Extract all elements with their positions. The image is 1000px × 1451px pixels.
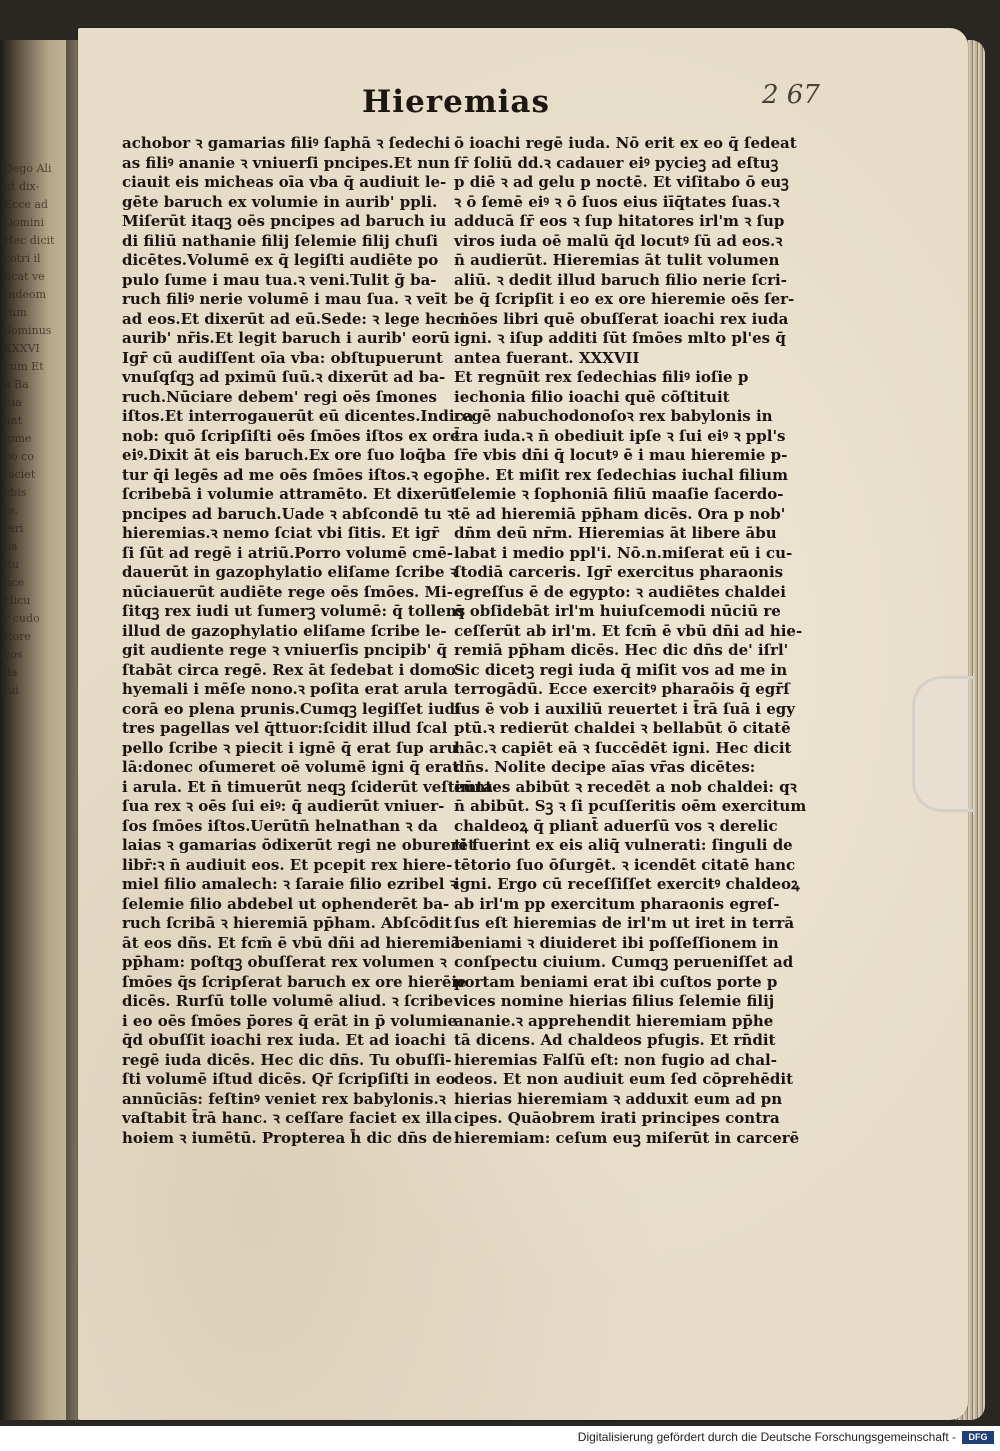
- text-line: pp̄ham: poſtqꝫ obuſſerat rex volumen ꝛ: [122, 953, 447, 971]
- text-line: hieremias Falſū eſt: non fugio ad chal-: [454, 1050, 777, 1069]
- text-line: ō ioachi regē iuda. Nō erit ex eo q̄ ſedeat: [454, 134, 797, 152]
- text-line: ſtabāt circa regē. Rex āt ſedebat i domo: [122, 660, 456, 679]
- text-column-right: [454, 134, 807, 1148]
- text-line: iſtos.Et interrogauerūt eū dicentes.Indica: [122, 407, 474, 425]
- text-line: ruch ſcribā ꝛ hieremiā pp̄ham. Abſcōdit: [122, 914, 452, 932]
- text-line: q̄d obuſſit ioachi rex iuda. Et ad ioachi: [122, 1031, 446, 1049]
- text-line: ruch.Nūciare debem' regi oēs ſmones: [122, 387, 437, 406]
- previous-page-line: cum Et: [4, 360, 44, 373]
- previous-page-line: ftore: [4, 630, 31, 643]
- text-line: i eo oēs ſmōes p̄ores q̄ erāt in p̄ volumie: [122, 1011, 458, 1030]
- text-line: Miſerūt itaqꝫ oēs pncipes ad baruch iu: [122, 212, 447, 230]
- text-column-left: [122, 134, 493, 1148]
- text-line: viros iuda oē malū q̄d locutꝰ ſū ad eos.ꝛ: [454, 231, 783, 250]
- previous-page-line: ba: [4, 540, 18, 553]
- text-line: eiꝰ.Dixit āt eis baruch.Ex ore ſuo loq̄ba: [122, 446, 447, 464]
- text-line: iechonia filio ioachi quē cōſtituit: [454, 387, 730, 406]
- text-line: dicēs. Rurſū tolle volumē aliud. ꝛ ſcribe: [122, 992, 454, 1010]
- page-clip: [912, 676, 975, 812]
- text-line: n̄ audierūt. Hieremias āt tulit volumen: [454, 251, 780, 269]
- text-line: ꝛ ō ſemē eiꝰ ꝛ ō ſuos eius iīq̄tates ſuas.ꝛ: [454, 192, 780, 211]
- text-line: lā:donec oſumeret oē volumē igni q̄ erat: [122, 758, 460, 776]
- text-line: ptū.ꝛ redierūt chaldei ꝛ bellabūt ō citatē: [454, 719, 791, 737]
- folio-note: 2 67: [762, 80, 820, 110]
- previous-page-line: feri: [4, 522, 24, 535]
- text-line: pncipes ad baruch.Uade ꝛ abſcondē tu ꝛ: [122, 504, 455, 523]
- previous-page-line: ant: [4, 414, 23, 427]
- text-line: nob: quō ſcripſiſti oēs ſmōes iſtos ex ore: [122, 426, 460, 445]
- text-line: ruch filiꝰ nerie volumē i mau ſua. ꝛ veīt: [122, 290, 448, 308]
- text-line: dn̄m deū nr̄m. Hieremias āt libere ābu: [454, 524, 777, 542]
- dfg-logo: DFG: [962, 1431, 994, 1444]
- text-line: ſcribebā i volumie attramēto. Et dixerūt: [122, 485, 457, 503]
- text-line: Sic dicetꝫ regi iuda q̄ miſit vos ad me in: [454, 660, 788, 679]
- text-line: hierias hieremiam ꝛ adduxit eum ad pn: [454, 1089, 783, 1108]
- previous-page-line: fice: [4, 576, 25, 589]
- text-line: achobor ꝛ gamarias filiꝰ ſaphā ꝛ ſedechi: [122, 134, 451, 152]
- text-line: t̄ra iuda.ꝛ n̄ obediuit ipſe ꝛ ſui eiꝰ ꝛ ppl's: [454, 426, 786, 445]
- previous-page-line: itu: [4, 558, 20, 571]
- text-line: ſua rex ꝛ oēs ſui eiꝰ: q̄ audierūt vniuer-: [122, 797, 445, 815]
- text-line: āt eos dñs. Et fcm̄ ē vbū dñi ad hieremiā: [122, 933, 461, 952]
- text-line: tres pagellas vel q̄ttuor:ſcidit illud ſcal: [122, 719, 448, 737]
- text-line: ſus eſt hieremias de irl'm ut iret in terrā: [454, 914, 795, 932]
- text-line: adducā ſr̄ eos ꝛ ſup hitatores irl'm ꝛ ſup: [454, 212, 785, 230]
- text-line: ſr̄e vbis dn̄i q̄ locutꝰ ē i mau hieremie p-: [454, 446, 788, 464]
- text-line: n̄ abibūt. Sꝫ ꝛ ſi pcuſſeritis oēm exercitum: [454, 797, 807, 815]
- previous-page-line: a Ba: [4, 378, 29, 391]
- previous-page-line: faciet: [4, 468, 36, 481]
- text-line: portam beniami erat ibi cuſtos porte p: [454, 972, 778, 991]
- text-line: ab irl'm pp exercitum pharaonis egreſ-: [454, 894, 780, 913]
- text-line: libr̄:ꝛ n̄ audiuit eos. Et pcepit rex hiere-: [122, 855, 453, 874]
- previous-page-line: ipme: [4, 432, 32, 445]
- previous-page-line: fui: [4, 684, 19, 697]
- previous-page-line: fua: [4, 396, 22, 409]
- text-line: regē iuda dicēs. Hec dic dn̄s. Tu obuſſi-: [122, 1050, 452, 1069]
- previous-page-line: Hicu: [4, 594, 31, 607]
- text-line: hieremias.ꝛ nemo ſciat vbi ſitis. Et igr̄: [122, 524, 440, 542]
- text-line: laias ꝛ gamarias ōdixerūt regi ne oburerēt: [122, 836, 476, 854]
- previous-page-line: ut dix-: [4, 180, 40, 193]
- previous-page-line: rum: [4, 306, 27, 319]
- text-line: hāc.ꝛ capiēt eā ꝛ ſuccēdēt igni. Hec dicit: [454, 738, 792, 757]
- previous-page-line: da: [4, 666, 18, 679]
- text-line: ſi ſūt ad regē i atriū.Porro volumē cmē-: [122, 543, 453, 562]
- text-line: vnuſqſqꝫ ad pximū ſuū.ꝛ dixerūt ad ba-: [122, 368, 446, 386]
- text-line: p̄he. Et miſit rex ſedechias iuchal filium: [454, 465, 788, 484]
- text-line: conſpectu ciuium. Cumqꝫ perueniſſet ad: [454, 953, 794, 971]
- text-line: regē nabuchodonoſoꝛ rex babylonis in: [454, 407, 773, 425]
- text-line: ſus ē vob i auxiliū reuertet i t̄rā ſuā i egy: [454, 699, 796, 718]
- text-line: i arula. Et n̄ timuerūt neqꝫ ſciderūt veſtim̄ta: [122, 777, 493, 796]
- previous-page-line: cbis: [4, 486, 27, 499]
- text-line: ceſſerūt ab irl'm. Et fcm̄ ē vbū dn̄i ad hie-: [454, 621, 803, 640]
- text-line: be q̄ ſcripſit i eo ex ore hieremie oēs ſer-: [454, 290, 795, 308]
- text-line: git audiente rege ꝛ vniuerſis pncipib' q̄: [122, 641, 448, 659]
- text-line: labat i medio ppl'i. Nō.n.miſerat eū i cu-: [454, 543, 793, 562]
- previous-page-line: fe.: [4, 504, 19, 517]
- text-line: beniami ꝛ diuideret ibi poſſeſſionem in: [454, 933, 779, 952]
- text-line: Et regnūit rex ſedechias filiꝰ ioſie p: [454, 368, 749, 386]
- text-line: as filiꝰ ananie ꝛ vniuerſi pncipes.Et nun: [122, 153, 450, 172]
- text-line: ſelemie ꝛ ſophoniā filiū maaſie ſacerdo-: [454, 485, 784, 503]
- text-line: remiā pp̄ham dicēs. Hec dic dn̄s de' iſrl': [454, 641, 789, 659]
- text-line: vices nomine hierias filius ſelemie filij: [454, 992, 775, 1010]
- text-line: nūciauerūt audiēte rege oēs ſmōes. Mi-: [122, 582, 454, 601]
- previous-page-line: Dego Ali: [4, 162, 52, 175]
- text-line: ſmōes q̄s ſcripſerat baruch ex ore hierēie: [122, 972, 467, 991]
- text-line: ſos ſmōes iſtos.Uerūtn̄ helnathan ꝛ da: [122, 816, 438, 835]
- text-line: di filiū nathanie filij ſelemie filij chuſi: [122, 231, 438, 250]
- text-line: euntes abibūt ꝛ recedēt a nob chaldei: qꝛ: [454, 777, 797, 796]
- text-line: dicētes.Volumē ex q̄ legiſti audiēte po: [122, 251, 439, 269]
- text-line: ciauit eis micheas oīa vba q̄ audiuit le-: [122, 173, 447, 191]
- text-line: igni. ꝛ iſup additi ſūt ſmōes mlto pl'es q̄: [454, 329, 786, 347]
- text-line: miel filio amalech: ꝛ ſaraie filio ezribel ꝛ: [122, 875, 457, 893]
- previous-page-line: bo co: [4, 450, 34, 463]
- text-line: corā eo plena prunis.Cumqꝫ legiſſet iudi: [122, 699, 461, 718]
- previous-page-line: Domini: [4, 216, 44, 229]
- previous-page-line: Indeom: [4, 288, 47, 301]
- text-line: dauerūt in gazophylatio eliſame ſcribe ꝛ: [122, 563, 457, 581]
- text-line: illud de gazophylatio eliſame ſcribe le-: [122, 621, 447, 640]
- text-line: mōes libri quē obuſſerat ioachi rex iuda: [454, 309, 789, 328]
- previous-page-line: vos: [4, 648, 23, 661]
- text-line: annūciās: feſtinꝰ veniet rex babylonis.ꝛ: [122, 1089, 446, 1108]
- text-line: pulo ſume i mau tua.ꝛ veni.Tulit ḡ ba-: [122, 270, 437, 289]
- text-line: ſr̄ ſoliū dd.ꝛ cadauer eiꝰ pycieꝫ ad eſtuꝫ: [454, 153, 779, 172]
- text-line: tā dicens. Ad chaldeos pfugis. Et rn̄dit: [454, 1031, 776, 1049]
- text-line: ſelemie filio abdebel ut ophenderēt ba-: [122, 894, 450, 913]
- previous-page-line: Ecce ad: [4, 198, 48, 211]
- previous-page-line: XXXVI: [4, 342, 40, 355]
- text-line: p diē ꝛ ad gelu p noctē. Et viſitabo ō euꝫ: [454, 173, 789, 191]
- text-line: chaldeoꝝ q̄ pliant̄ aduerſū vos ꝛ derelic: [454, 816, 778, 835]
- text-line: terrogādū. Ecce exercitꝰ pharaōis q̄ egr̄ſ: [454, 680, 790, 698]
- text-line: ſti volumē iſtud dicēs. Qr̄ ſcripſiſti in eo: [122, 1070, 456, 1088]
- previous-page-line: r cudo: [4, 612, 40, 625]
- text-line: dn̄s. Nolite decipe aīas vr̄as dicētes:: [454, 758, 756, 776]
- footer-credit: Digitalisierung gefördert durch die Deutsche Forschungsgemeinschaft -: [577, 1430, 956, 1444]
- previous-page-line: ficat ve: [4, 270, 45, 283]
- text-line: pello ſcribe ꝛ piecit i ignē q̄ erat ſup aru: [122, 738, 458, 757]
- text-line: hieremiam: ceſum euꝫ miſerūt in carcerē: [454, 1128, 800, 1147]
- text-line: tur q̄i legēs ad me oēs ſmōes iſtos.ꝛ ego: [122, 465, 454, 484]
- text-line: egreſſus ē de egypto: ꝛ audiētes chaldei: [454, 582, 786, 601]
- text-line: aurib' nr̄is.Et legit baruch i aurib' eorū: [122, 329, 450, 347]
- previous-page-line: Hec dicit: [4, 234, 55, 247]
- text-line: cipes. Quāobrem irati principes contra: [454, 1109, 780, 1127]
- previous-page-line: dominus: [4, 324, 52, 337]
- running-head: Hieremias: [362, 84, 550, 120]
- text-line: Igr̄ cū audiſſent oīa vba: obſtupuerunt: [122, 348, 443, 367]
- text-line: ſtodiā carceris. Igr̄ exercitus pharaonis: [454, 563, 784, 581]
- previous-page-line: cotri il: [4, 252, 41, 265]
- text-line: antea fuerant. XXXVII: [454, 348, 640, 367]
- text-line: ti fuerint ex eis aliq̄ vulnerati: ſinguli de: [454, 836, 793, 854]
- text-line: gēte baruch ex volumie in aurib' ppli.: [122, 192, 438, 211]
- footer-bar: [0, 1426, 1000, 1451]
- text-line: hoiem ꝛ iumētū. Propterea h̄ dic dn̄s de: [122, 1128, 453, 1147]
- text-line: deos. Et non audiuit eum ſed cōprehēdit: [454, 1070, 794, 1088]
- text-line: tē ad hieremiā pp̄ham dicēs. Ora p nob': [454, 504, 786, 523]
- text-line: q̄ obſidebāt irl'm huiuſcemodi nūciū re: [454, 602, 781, 620]
- text-line: igni. Ergo cū receſſiſſet exercitꝰ chaldeoꝝ: [454, 875, 800, 893]
- text-line: ad eos.Et dixerūt ad eū.Sede: ꝛ lege hec i: [122, 309, 466, 328]
- text-line: vaſtabit t̄rā hanc. ꝛ ceſſare faciet ex illa: [122, 1109, 453, 1127]
- text-line: tētorio ſuo ōſurgēt. ꝛ icendēt citatē hanc: [454, 855, 796, 874]
- text-line: ananie.ꝛ apprehendit hieremiam pp̄he: [454, 1011, 774, 1030]
- text-line: ſitqꝫ rex iudi ut ſumerꝫ volumē: q̄ tollens: [122, 602, 466, 620]
- text-line: aliū. ꝛ dedit illud baruch filio nerie ſcri-: [454, 270, 787, 289]
- text-line: hyemali i mēſe nono.ꝛ poſita erat arula: [122, 680, 448, 698]
